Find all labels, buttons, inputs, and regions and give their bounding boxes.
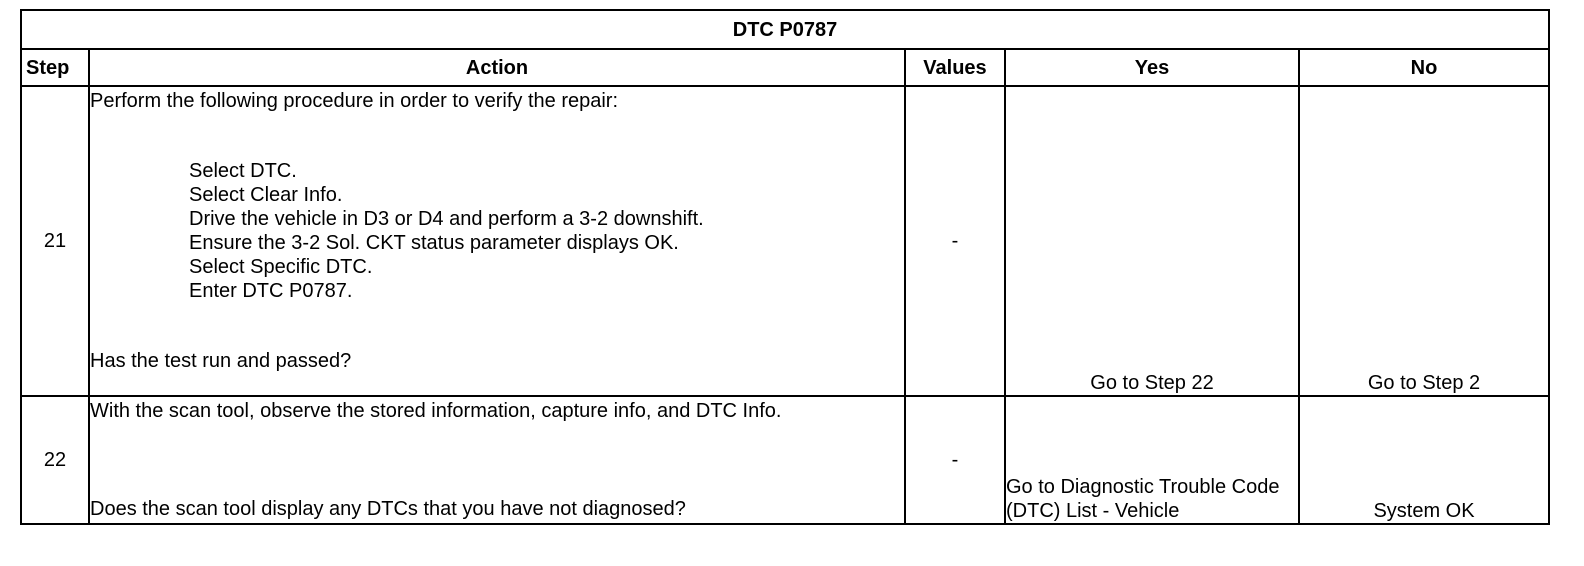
column-header-step: Step bbox=[21, 49, 89, 86]
table-title: DTC P0787 bbox=[21, 10, 1549, 49]
procedure-item: Ensure the 3-2 Sol. CKT status parameter displays OK. bbox=[189, 232, 679, 254]
step-number: 22 bbox=[21, 396, 89, 524]
table-row bbox=[21, 86, 1549, 396]
action-intro: With the scan tool, observe the stored information, capture info, and DTC Info. bbox=[90, 400, 782, 422]
header-row bbox=[21, 49, 1549, 86]
action-question: Does the scan tool display any DTCs that you have not diagnosed? bbox=[90, 498, 686, 520]
no-result: Go to Step 2 bbox=[1299, 86, 1549, 396]
yes-result: Go to Step 22 bbox=[1005, 86, 1299, 396]
action-cell bbox=[89, 86, 905, 396]
action-cell bbox=[89, 396, 905, 524]
procedure-item: Enter DTC P0787. bbox=[189, 280, 353, 302]
procedure-item: Select Specific DTC. bbox=[189, 256, 373, 278]
procedure-list bbox=[90, 159, 904, 303]
values-cell: - bbox=[905, 86, 1005, 396]
no-result: System OK bbox=[1299, 396, 1549, 524]
procedure-item: Drive the vehicle in D3 or D4 and perform a 3-2 downshift. bbox=[189, 208, 704, 230]
action-question: Has the test run and passed? bbox=[90, 350, 352, 372]
dtc-table bbox=[20, 9, 1550, 525]
step-number: 21 bbox=[21, 86, 89, 396]
table-row bbox=[21, 396, 1549, 524]
procedure-item: Select DTC. bbox=[189, 160, 297, 182]
column-header-no: No bbox=[1299, 49, 1549, 86]
column-header-values: Values bbox=[905, 49, 1005, 86]
column-header-action: Action bbox=[89, 49, 905, 86]
column-header-yes: Yes bbox=[1005, 49, 1299, 86]
procedure-item: Select Clear Info. bbox=[189, 184, 343, 206]
action-intro: Perform the following procedure in order to verify the repair: bbox=[90, 90, 619, 112]
yes-result: Go to Diagnostic Trouble Code (DTC) List - Vehicle bbox=[1005, 396, 1299, 524]
values-cell: - bbox=[905, 396, 1005, 524]
